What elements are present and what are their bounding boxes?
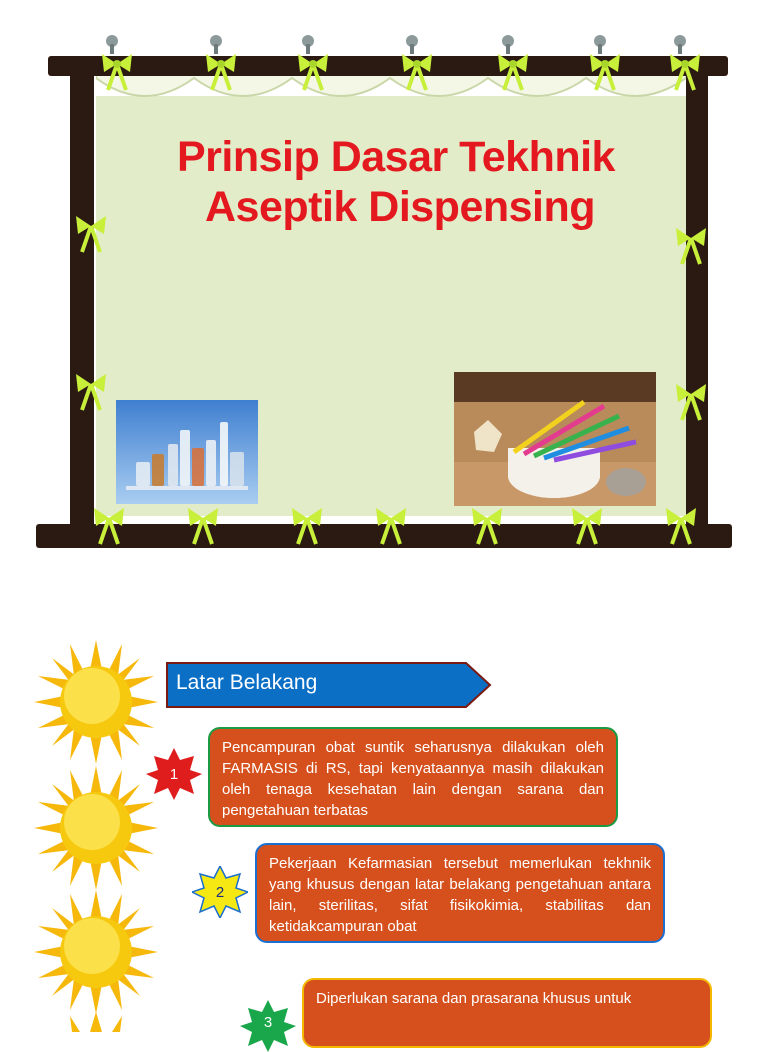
point-2-text: Pekerjaan Kefarmasian tersebut memerlukan tekhnik yang khusus dengan latar belakang pengetahuan antara lain, sterilitas, sifat fisikokimia, stabilitas dan ketidakcampuran obat: [269, 855, 651, 935]
vials-photo: [116, 400, 258, 504]
point-3-box: [302, 978, 712, 1048]
pin-icon: [300, 34, 316, 54]
sun-icon: [34, 640, 158, 764]
pin-icon: [592, 34, 608, 54]
point-1-text: Pencampuran obat suntik seharusnya dilakukan oleh FARMASIS di RS, tapi kenyataannya masih dilakukan oleh tenaga kesehatan lain dengan sarana dan pengetahuan terbatas: [222, 739, 604, 819]
frame-top-bar: [48, 56, 728, 76]
bow-icon: [470, 506, 504, 546]
pin-icon: [500, 34, 516, 54]
slide-title: [96, 132, 696, 232]
bow-icon: [674, 226, 708, 266]
bow-icon: [674, 382, 708, 422]
bow-icon: [570, 506, 604, 546]
bow-icon: [664, 506, 698, 546]
point-3-number: 3: [263, 1014, 273, 1031]
sun-icon: [34, 1012, 158, 1032]
pin-icon: [672, 34, 688, 54]
bow-icon: [92, 506, 126, 546]
sun-icon: [34, 766, 158, 890]
point-2-number: 2: [215, 884, 225, 901]
point-3-text: Diperlukan sarana dan prasarana khusus untuk: [316, 990, 632, 1007]
point-1-box: [208, 727, 618, 827]
bow-icon: [204, 52, 238, 92]
sun-icon: [34, 890, 158, 1014]
section-header: Latar Belakang: [176, 671, 318, 694]
bow-icon: [496, 52, 530, 92]
bow-icon: [296, 52, 330, 92]
bow-icon: [100, 52, 134, 92]
bow-icon: [588, 52, 622, 92]
bow-icon: [668, 52, 702, 92]
bow-icon: [186, 506, 220, 546]
title-line-2: Aseptik Dispensing: [204, 183, 596, 231]
bow-icon: [74, 372, 108, 412]
pin-icon: [208, 34, 224, 54]
bow-icon: [400, 52, 434, 92]
point-1-number: 1: [169, 766, 179, 783]
title-line-1: Prinsip Dasar Tekhnik: [177, 133, 615, 181]
bow-icon: [290, 506, 324, 546]
frame-left-post: [70, 62, 94, 542]
point-2-box: [255, 843, 665, 943]
bow-icon: [374, 506, 408, 546]
pin-icon: [404, 34, 420, 54]
syringes-cup-photo: [454, 372, 656, 506]
pin-icon: [104, 34, 120, 54]
content-slide: [0, 600, 768, 1031]
